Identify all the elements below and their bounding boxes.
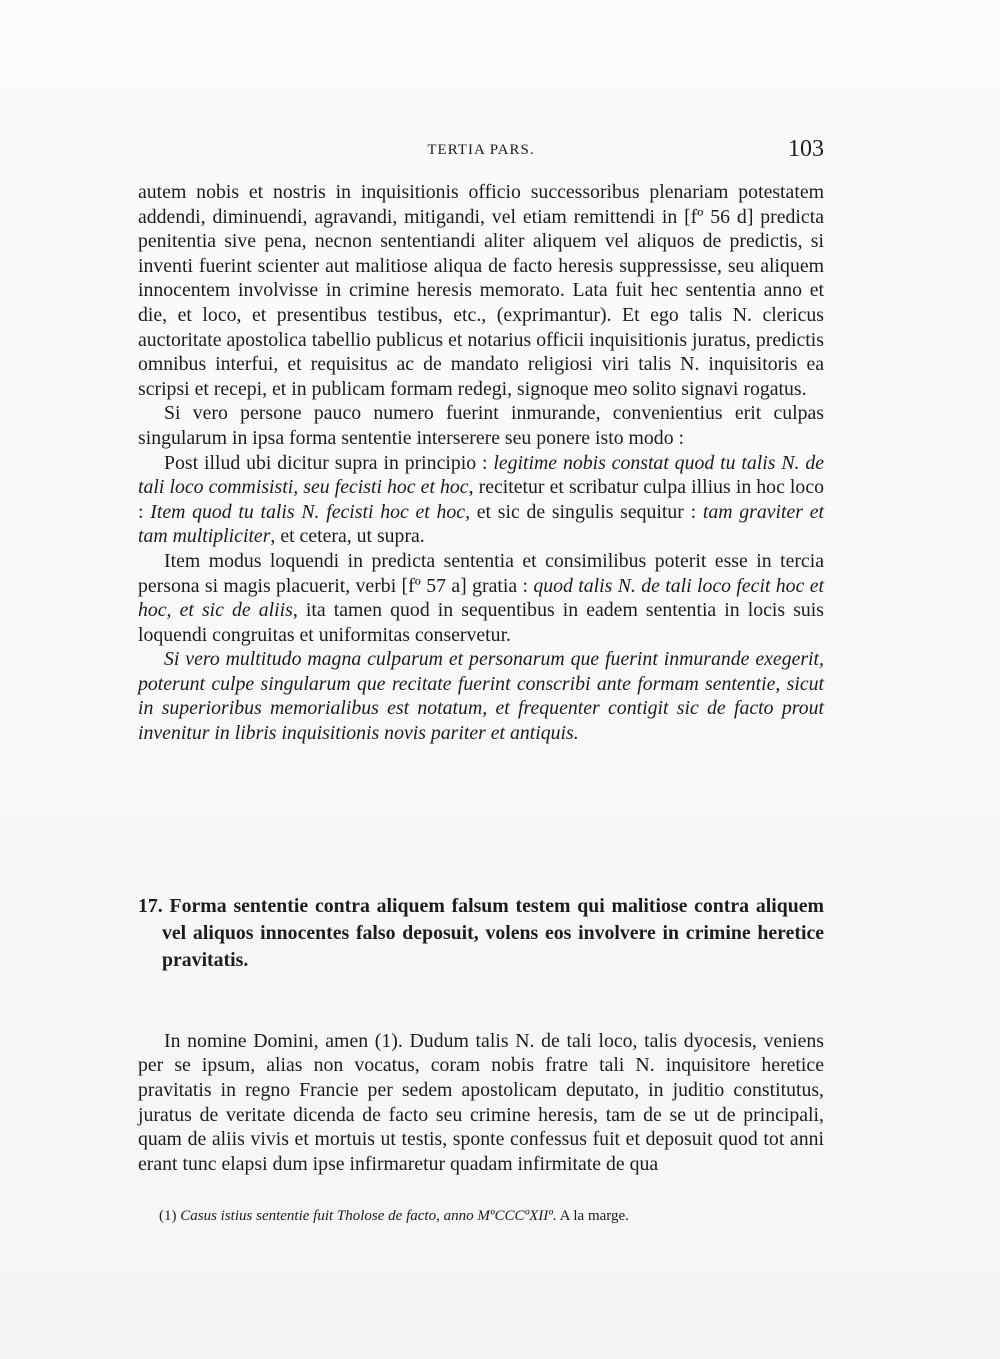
footnote-marker: (1) bbox=[159, 1208, 177, 1224]
paragraph: In nomine Domini, amen (1). Dudum talis N. de tali loco, talis dyocesis, veniens per se ipsum, alias non vocatus, coram nobis fratre tali N. inquisitore heretice pravitatis in regno Francie per sedem apostolicam deputato, in juditio constitutus, juratus de veritate dicenda de facto seu crimine heresis, tam de se ut de principali, quam de aliis vivis et mortuis ut testis, sponte confessus fuit et deposuit quod tot anni erant tunc elapsi dum ipse infirmaretur quadam infirmitate de qua bbox=[138, 1029, 824, 1175]
text-run: , et cetera, ut supra. bbox=[270, 525, 425, 548]
text-run: , et sic de singulis sequitur : bbox=[465, 500, 703, 523]
text-run: , recitetur et scribatur culpa illius in hoc loco : bbox=[138, 476, 824, 523]
italic-run: Item quod tu talis N. fecisti hoc et hoc bbox=[150, 500, 466, 523]
footnote-plain: A la marge. bbox=[556, 1208, 629, 1224]
section-number: 17. bbox=[138, 895, 163, 917]
italic-run: tam graviter et tam multipliciter bbox=[138, 500, 824, 548]
section-heading bbox=[138, 893, 824, 974]
running-title: TERTIA PARS. bbox=[427, 142, 535, 158]
paragraph bbox=[138, 451, 824, 549]
footnote bbox=[159, 1206, 819, 1226]
body-text bbox=[138, 180, 824, 746]
page-number: 103 bbox=[788, 136, 824, 162]
footnote-italic: Casus istius sententie fuit Tholose de facto, anno MºCCCºXIIº. bbox=[180, 1208, 557, 1224]
text-run: Item modus loquendi in predicta sententia et consimilibus poterit esse in tercia persona si magis placuerit, verbi [fº 57 a] gratia : bbox=[138, 549, 824, 597]
section-title: Forma sententie contra aliquem falsum testem qui malitiose contra aliquem vel aliquos innocentes falso deposuit, volens eos involvere in crimine heretice pravitatis. bbox=[162, 895, 824, 971]
paragraph bbox=[138, 549, 824, 647]
italic-paragraph: Si vero multitudo magna culparum et personarum que fuerint inmurande exegerit, poterunt culpe singularum que recitate fuerint conscribi ante formam sententie, sicut in superioribus memorialibus est notatum, et frequenter contigit sic de facto prout invenitur in libris inquisitionis novis pariter et antiquis. bbox=[138, 648, 824, 745]
body-text-continued bbox=[138, 1009, 824, 1196]
running-head bbox=[138, 136, 824, 166]
paragraph bbox=[138, 647, 824, 745]
italic-run: legitime nobis constat quod tu talis N. de tali loco commisisti, seu fecisti hoc et hoc bbox=[138, 451, 824, 499]
text-run: Post illud ubi dicitur supra in principio : bbox=[164, 451, 494, 474]
section-heading-text bbox=[138, 893, 824, 974]
paragraph: autem nobis et nostris in inquisitionis officio successoribus plenariam potestatem addendi, diminuendi, agravandi, mitigandi, vel etiam remittendi in [fº 56 d] predicta penitentia sive pena, necnon sententiandi aliter aliquem vel aliquos de predictis, si inventi fuerint scienter aut malitiose aliqua de facto heresis suppressisse, seu aliquem innocentem involvisse in crimine heresis memorato. Lata fuit hec sententia anno et die, et loco, et presentibus testibus, etc., (exprimantur). Et ego talis N. clericus auctoritate apostolica tabellio publicus et notarius officii inquisitionis juratus, predictis omnibus interfui, et requisitus ac de mandato religiosi viri talis N. inquisitoris ea scripsi et recepi, et in publicam formam redegi, signoque meo solito signavi rogatus. bbox=[138, 181, 824, 400]
paragraph: Si vero persone pauco numero fuerint inmurande, convenientius erit culpas singularum in ipsa forma sententie interserere seu ponere isto modo : bbox=[138, 402, 824, 449]
text-run: , ita tamen quod in sequentibus in eadem sententia in locis suis loquendi congruitas et uniformitas conservetur. bbox=[138, 599, 824, 646]
italic-run: quod talis N. de tali loco fecit hoc et hoc, et sic de aliis bbox=[138, 574, 824, 622]
